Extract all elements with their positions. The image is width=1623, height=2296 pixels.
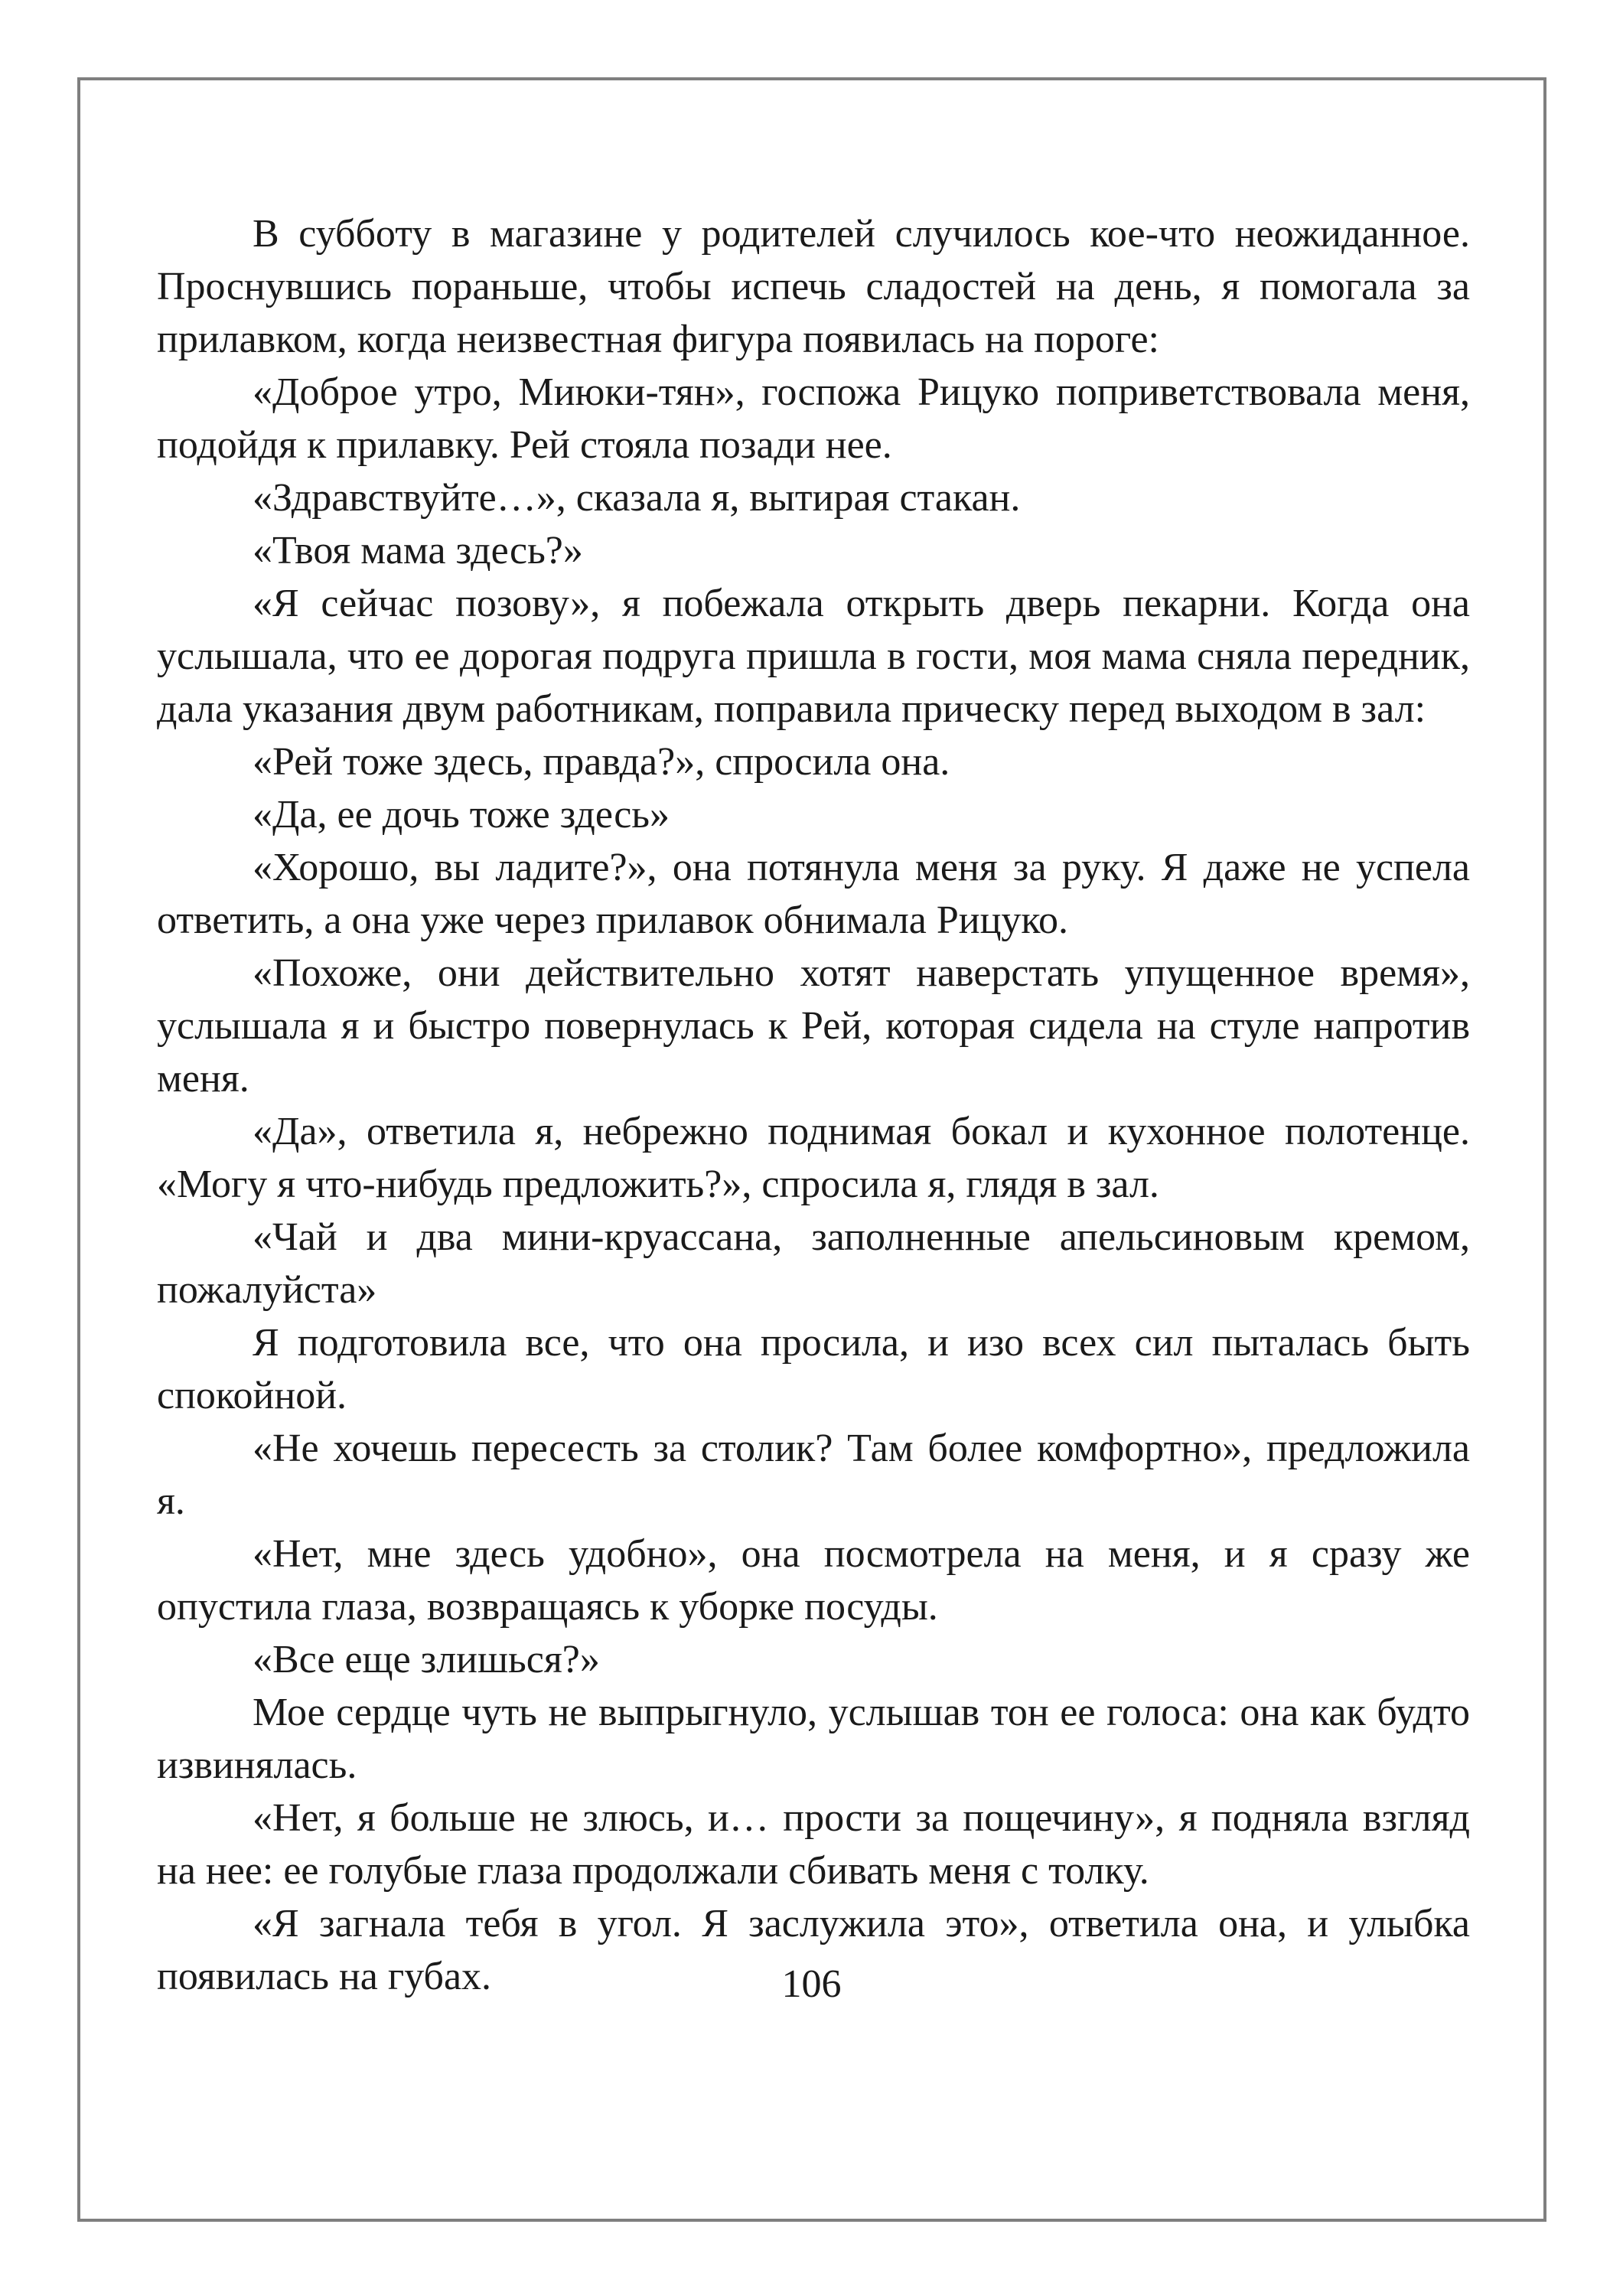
paragraph: «Да, ее дочь тоже здесь» <box>253 793 670 837</box>
paragraph: «Доброе утро, Миюки-тян», госпожа Рицуко поприветствовала меня, подойдя к прилавку. Рей стояла позади нее. <box>157 370 1470 467</box>
paragraph: «Я сейчас позову», я побежала открыть дверь пекарни. Когда она услышала, что ее дорогая подруга пришла в гости, моя мама сняла передник, дала указания двум работникам, поправила прическу перед выходом в зал: <box>157 582 1470 731</box>
paragraph: «Хорошо, вы ладите?», она потянула меня за руку. Я даже не успела ответить, а она уже через прилавок обнимала Рицуко. <box>157 846 1470 942</box>
paragraph: «Я загнала тебя в угол. Я заслужила это», ответила она, и улыбка появилась на губах. <box>157 1902 1470 1998</box>
paragraph: В субботу в магазине у родителей случилось кое-что неожиданное. Проснувшись пораньше, чтобы испечь сладостей на день, я помогала за прилавком, когда неизвестная фигура появилась на пороге: <box>157 212 1470 361</box>
paragraph: Я подготовила все, что она просила, и изо всех сил пыталась быть спокойной. <box>157 1321 1470 1417</box>
paragraph: «Рей тоже здесь, правда?», спросила она. <box>253 740 950 784</box>
paragraph: «Не хочешь пересесть за столик? Там более комфортно», предложила я. <box>157 1427 1470 1523</box>
paragraph: «Твоя мама здесь?» <box>253 529 583 572</box>
paragraph: «Чай и два мини-круассана, заполненные апельсиновым кремом, пожалуйста» <box>157 1215 1470 1312</box>
paragraph: «Да», ответила я, небрежно поднимая бокал и кухонное полотенце. «Могу я что-нибудь предложить?», спросила я, глядя в зал. <box>157 1110 1470 1206</box>
page-number: 106 <box>781 1962 842 2006</box>
paragraph: «Нет, я больше не злюсь, и… прости за пощечину», я подняла взгляд на нее: ее голубые глаза продолжали сбивать меня с толку. <box>157 1796 1470 1893</box>
paragraph: «Похоже, они действительно хотят наверстать упущенное время», услышала я и быстро повернулась к Рей, которая сидела на стуле напротив меня. <box>157 951 1470 1101</box>
paragraph: «Здравствуйте…», сказала я, вытирая стакан. <box>253 476 1021 520</box>
body-text <box>157 207 1470 2003</box>
paragraph: «Нет, мне здесь удобно», она посмотрела на меня, и я сразу же опустила глаза, возвращаясь к уборке посуды. <box>157 1532 1470 1629</box>
paragraph: «Все еще злишься?» <box>253 1638 600 1681</box>
paragraph: Мое сердце чуть не выпрыгнуло, услышав тон ее голоса: она как будто извинялась. <box>157 1691 1470 1787</box>
